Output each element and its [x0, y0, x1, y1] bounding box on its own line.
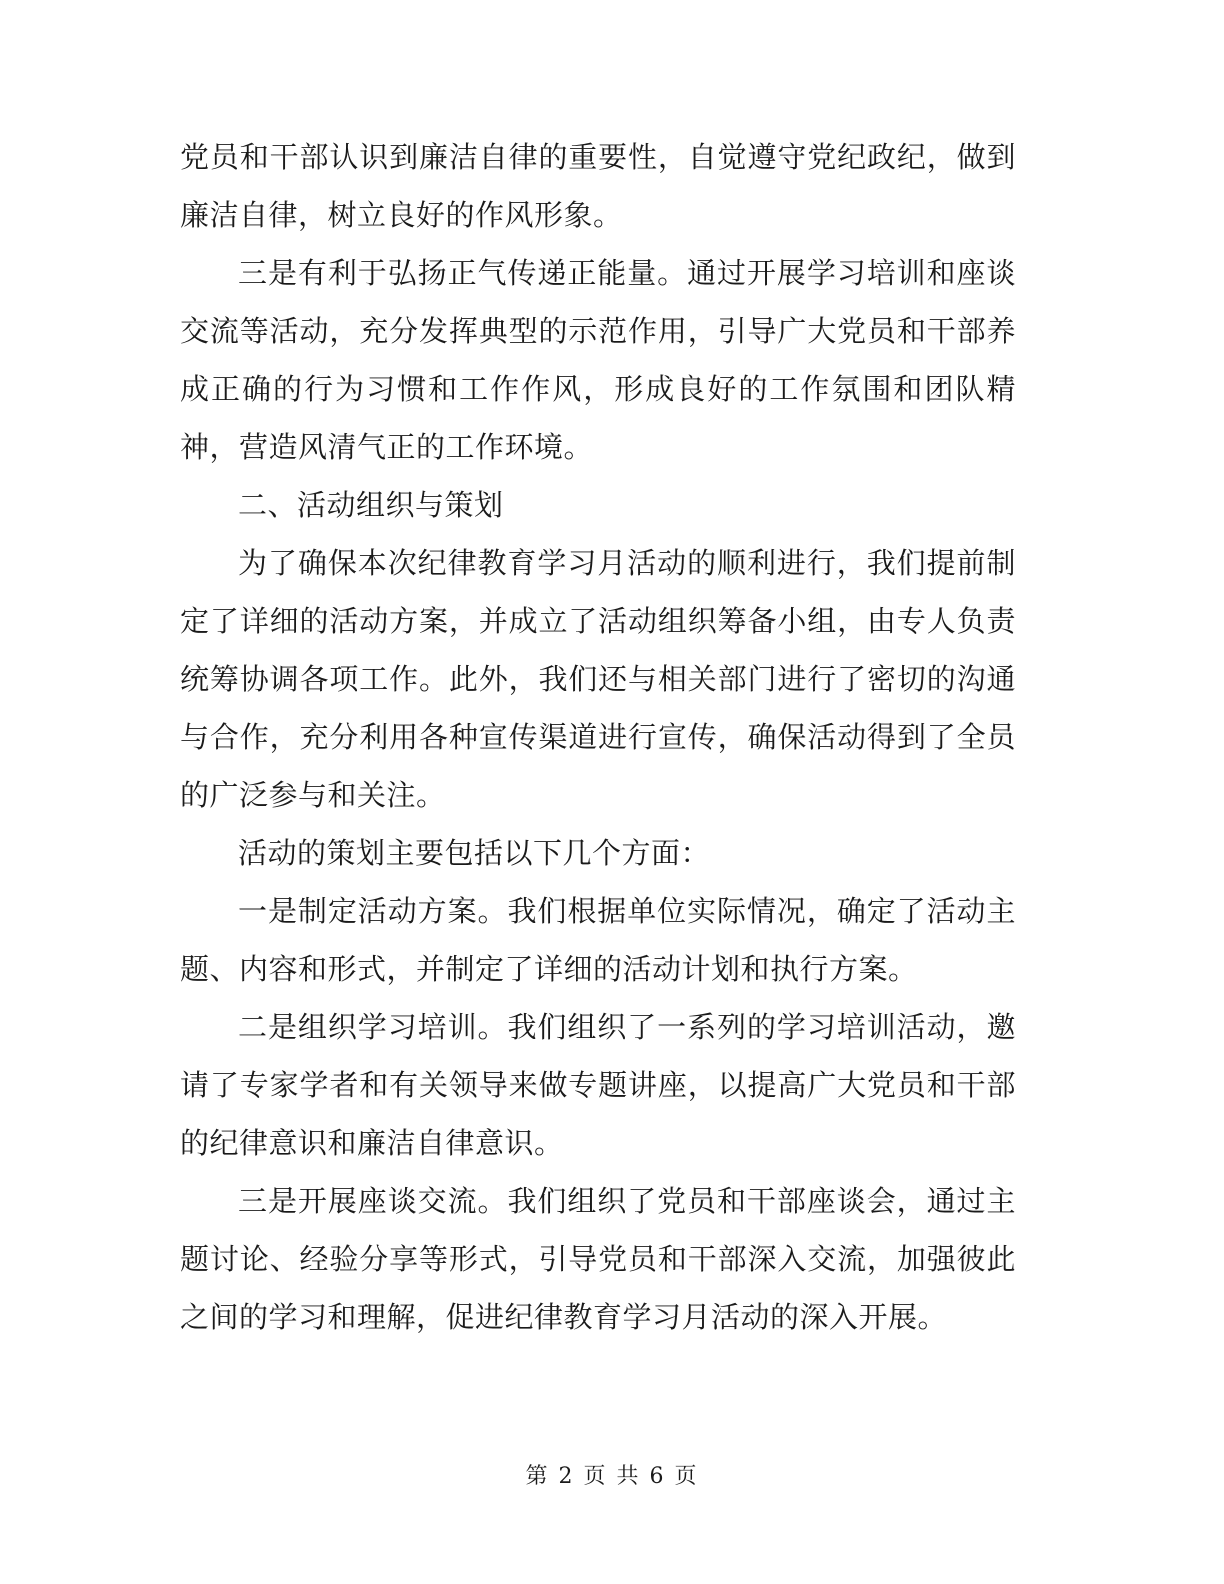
paragraph-continuation: 党员和干部认识到廉洁自律的重要性，自觉遵守党纪政纪，做到廉洁自律，树立良好的作风形象。: [180, 140, 1016, 232]
paragraph-plan-two: 二是组织学习培训。我们组织了一系列的学习培训活动，邀请了专家学者和有关领导来做专题讲座，以提高广大党员和干部的纪律意识和廉洁自律意识。: [180, 1010, 1016, 1160]
section-heading-organization: 二、活动组织与策划: [238, 488, 504, 522]
paragraph-planning-intro: 活动的策划主要包括以下几个方面：: [238, 836, 711, 870]
page-number-footer: 第 2 页 共 6 页: [525, 1464, 699, 1489]
paragraph-plan-one: 一是制定活动方案。我们根据单位实际情况，确定了活动主题、内容和形式，并制定了详细的活动计划和执行方案。: [180, 894, 1016, 986]
paragraph-organization: 为了确保本次纪律教育学习月活动的顺利进行，我们提前制定了详细的活动方案，并成立了活动组织筹备小组，由专人负责统筹协调各项工作。此外，我们还与相关部门进行了密切的沟通与合作，充分利用各种宣传渠道进行宣传，确保活动得到了全员的广泛参与和关注。: [180, 546, 1016, 812]
paragraph-positive-energy: 三是有利于弘扬正气传递正能量。通过开展学习培训和座谈交流等活动，充分发挥典型的示范作用，引导广大党员和干部养成正确的行为习惯和工作作风，形成良好的工作氛围和团队精神，营造风清气正的工作环境。: [180, 256, 1016, 464]
paragraph-plan-three: 三是开展座谈交流。我们组织了党员和干部座谈会，通过主题讨论、经验分享等形式，引导党员和干部深入交流，加强彼此之间的学习和理解，促进纪律教育学习月活动的深入开展。: [180, 1184, 1016, 1334]
document-body: [180, 128, 1016, 1346]
